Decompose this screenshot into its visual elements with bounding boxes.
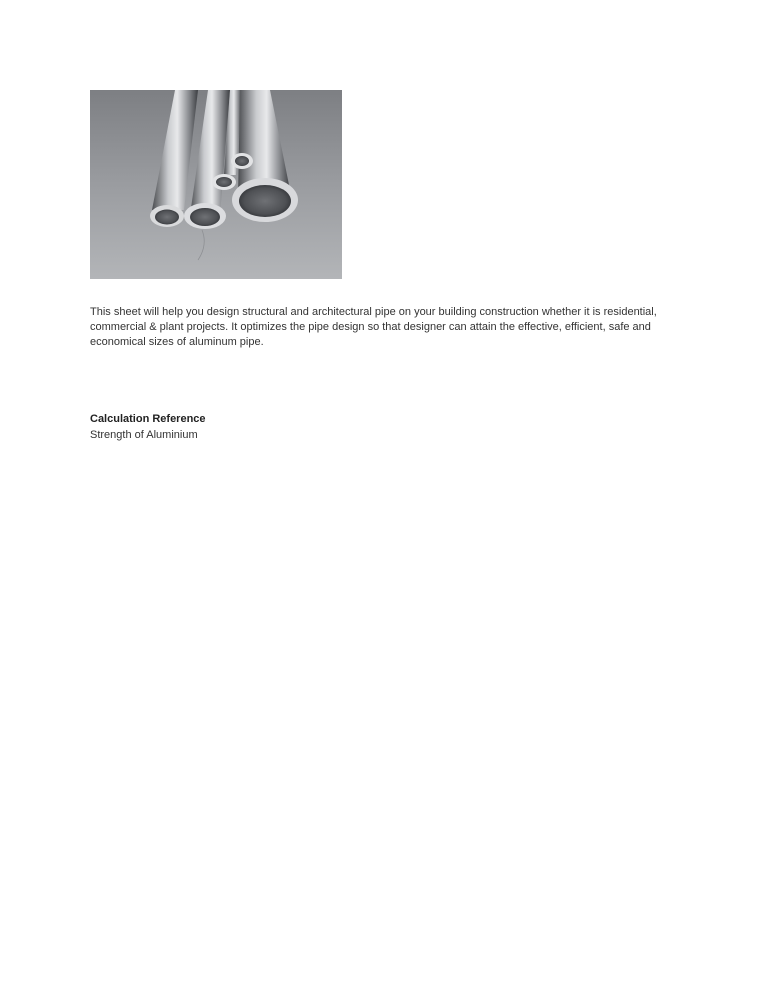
calculation-reference-item: Strength of Aluminium xyxy=(90,429,198,441)
calculation-reference-heading: Calculation Reference xyxy=(90,413,206,425)
intro-paragraph: This sheet will help you design structural and architectural pipe on your building construction whether it is residential, commercial & plant projects. It optimizes the pipe design so that designer can attain the effective, efficient, safe and economical sizes of aluminum pipe. xyxy=(90,306,657,348)
aluminum-pipes-photo xyxy=(90,90,342,279)
